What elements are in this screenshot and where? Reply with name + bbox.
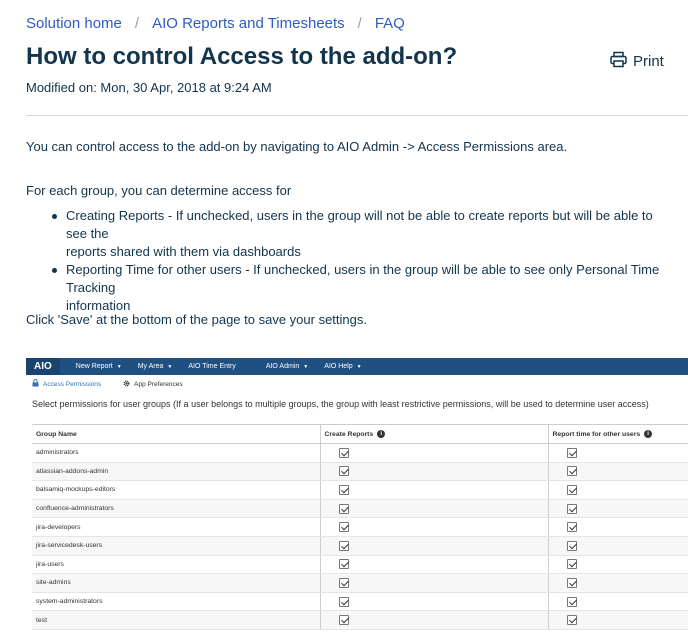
breadcrumb-solution-home[interactable]: Solution home: [26, 15, 122, 32]
breadcrumb: [26, 15, 405, 32]
group-name: confluence-administrators: [36, 505, 114, 513]
subnav-label: Access Permissions: [43, 380, 102, 388]
list-item: [52, 207, 672, 261]
table-row: [32, 518, 688, 537]
subnav-access-permissions[interactable]: [32, 379, 101, 389]
create-reports-checkbox[interactable]: [339, 522, 349, 532]
nav-label: AIO Admin: [265, 363, 300, 370]
table-row: [32, 592, 688, 611]
group-name: administrators: [36, 449, 79, 457]
report-time-checkbox[interactable]: [567, 485, 577, 495]
create-reports-checkbox[interactable]: [339, 448, 349, 458]
group-name-cell: [32, 555, 320, 574]
nav-my-area[interactable]: [138, 363, 173, 370]
create-reports-checkbox[interactable]: [339, 485, 349, 495]
report-time-cell: [548, 592, 688, 611]
create-reports-cell: [320, 574, 548, 593]
list-item-line: information: [66, 298, 131, 313]
column-header-label: Create Reports: [324, 430, 374, 438]
breadcrumb-separator: /: [134, 15, 140, 32]
report-time-checkbox[interactable]: [567, 522, 577, 532]
column-header-report-time: [548, 425, 688, 444]
report-time-cell: [548, 444, 688, 463]
create-reports-cell: [320, 518, 548, 537]
nav-label: AIO Time Entry: [188, 363, 236, 370]
create-reports-cell: [320, 462, 548, 481]
lock-icon: [32, 379, 39, 389]
table-row: [32, 574, 688, 593]
chevron-down-icon: ▼: [116, 364, 122, 370]
page-title: How to control Access to the add-on?: [26, 43, 458, 70]
group-name-cell: [32, 499, 320, 518]
column-header-group-name: [32, 425, 320, 444]
report-time-checkbox[interactable]: [567, 541, 577, 551]
table-row: [32, 444, 688, 463]
subnav-app-preferences[interactable]: [123, 380, 182, 389]
subnav-label: App Preferences: [134, 380, 183, 388]
group-name-cell: [32, 611, 320, 630]
report-time-checkbox[interactable]: [567, 466, 577, 476]
create-reports-checkbox[interactable]: [339, 559, 349, 569]
report-time-cell: [548, 481, 688, 500]
modified-date: Modified on: Mon, 30 Apr, 2018 at 9:24 AM: [26, 80, 272, 95]
group-name-cell: [32, 574, 320, 593]
report-time-cell: [548, 555, 688, 574]
nav-aio-help[interactable]: [324, 363, 361, 370]
create-reports-checkbox[interactable]: [339, 466, 349, 476]
report-time-checkbox[interactable]: [567, 615, 577, 625]
group-name: jira-users: [36, 560, 64, 568]
list-item: [52, 261, 672, 315]
group-name-cell: [32, 462, 320, 481]
create-reports-checkbox[interactable]: [339, 578, 349, 588]
group-name-cell: [32, 481, 320, 500]
info-icon[interactable]: i: [644, 430, 652, 438]
breadcrumb-separator: /: [357, 15, 362, 32]
nav-label: New Report: [75, 363, 113, 370]
table-row: [32, 555, 688, 574]
report-time-cell: [548, 611, 688, 630]
embedded-screenshot: [26, 358, 688, 632]
column-header-create-reports: [320, 425, 548, 444]
report-time-checkbox[interactable]: [567, 559, 577, 569]
nav-label: AIO Help: [324, 363, 353, 370]
create-reports-cell: [320, 444, 548, 463]
group-name: jira-servicedesk-users: [36, 542, 103, 550]
table-row: [32, 462, 688, 481]
group-name: site-admins: [36, 579, 71, 587]
group-name: atlassian-addons-admin: [36, 467, 109, 475]
printer-icon: [610, 51, 627, 72]
table-header-row: [32, 425, 688, 444]
list-item-line: Creating Reports - If unchecked, users in the group will not be able to create reports but will be able to see the: [66, 208, 653, 241]
chevron-down-icon: ▼: [303, 364, 309, 370]
bullet-icon: [52, 214, 57, 219]
info-icon[interactable]: i: [377, 430, 385, 438]
report-time-checkbox[interactable]: [567, 597, 577, 607]
aio-nav-bar: [26, 358, 688, 375]
report-time-checkbox[interactable]: [567, 504, 577, 514]
table-row: [32, 499, 688, 518]
permissions-table: [32, 424, 688, 630]
print-button[interactable]: [610, 51, 664, 72]
nav-new-report[interactable]: [76, 363, 122, 370]
group-name: test: [36, 616, 47, 624]
print-label: Print: [633, 53, 664, 70]
create-reports-checkbox[interactable]: [339, 541, 349, 551]
table-row: [32, 481, 688, 500]
create-reports-checkbox[interactable]: [339, 597, 349, 607]
column-header-label: Group Name: [36, 430, 77, 438]
report-time-checkbox[interactable]: [567, 578, 577, 588]
table-row: [32, 536, 688, 555]
breadcrumb-faq[interactable]: FAQ: [374, 15, 405, 32]
list-item-line: reports shared with them via dashboards: [66, 244, 301, 259]
group-name: system-administrators: [36, 598, 103, 606]
chevron-down-icon: ▼: [167, 364, 173, 370]
groups-paragraph: For each group, you can determine access for: [26, 183, 292, 198]
list-item-line: Reporting Time for other users - If unchecked, users in the group will be able to see only Personal Time Tracking: [66, 262, 660, 295]
create-reports-cell: [320, 592, 548, 611]
table-row: [32, 611, 688, 630]
nav-time-entry[interactable]: [188, 363, 235, 370]
create-reports-cell: [320, 499, 548, 518]
access-list: [52, 207, 672, 315]
permissions-table-body: [32, 444, 688, 630]
report-time-cell: [548, 462, 688, 481]
create-reports-checkbox[interactable]: [339, 615, 349, 625]
aio-subnav: [26, 375, 688, 393]
gear-icon: [123, 380, 130, 389]
group-name-cell: [32, 518, 320, 537]
group-name-cell: [32, 536, 320, 555]
group-name-cell: [32, 592, 320, 611]
group-name: jira-developers: [36, 523, 81, 531]
group-name-cell: [32, 444, 320, 463]
aio-logo: AIO: [26, 358, 60, 375]
column-header-label: Report time for other users: [552, 430, 641, 438]
report-time-checkbox[interactable]: [567, 448, 577, 458]
report-time-cell: [548, 574, 688, 593]
breadcrumb-aio-reports[interactable]: AIO Reports and Timesheets: [152, 15, 345, 32]
report-time-cell: [548, 499, 688, 518]
report-time-cell: [548, 536, 688, 555]
chevron-down-icon: ▼: [356, 364, 362, 370]
create-reports-checkbox[interactable]: [339, 504, 349, 514]
divider: [26, 115, 688, 116]
bullet-icon: [52, 268, 57, 273]
create-reports-cell: [320, 481, 548, 500]
create-reports-cell: [320, 536, 548, 555]
create-reports-cell: [320, 611, 548, 630]
report-time-cell: [548, 518, 688, 537]
intro-paragraph: You can control access to the add-on by navigating to AIO Admin -> Access Permissions area.: [26, 139, 568, 154]
save-paragraph: Click 'Save' at the bottom of the page to save your settings.: [26, 312, 367, 327]
nav-aio-admin[interactable]: [266, 363, 308, 370]
create-reports-cell: [320, 555, 548, 574]
group-name: balsamiq-mockups-editors: [36, 486, 116, 494]
permissions-description: Select permissions for user groups (If a user belongs to multiple groups, the group with least restrictive permissions, will be used to determine user access): [32, 399, 649, 409]
nav-label: My Area: [137, 363, 164, 370]
